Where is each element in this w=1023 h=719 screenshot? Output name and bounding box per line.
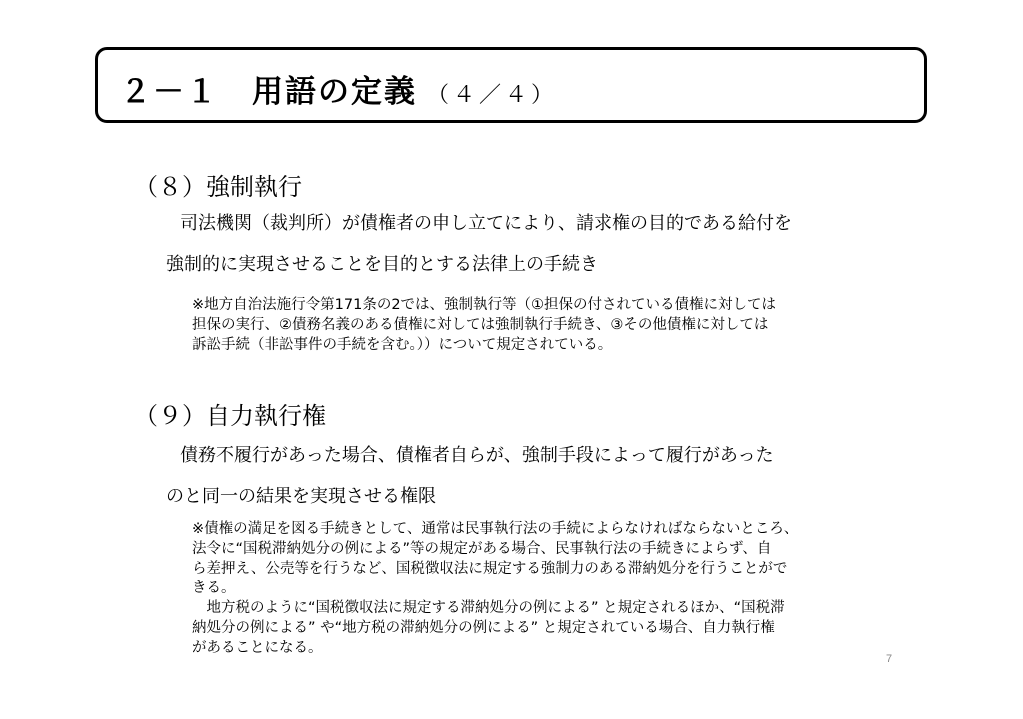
page-number: 7 bbox=[886, 653, 893, 665]
section-8-heading: （８）強制執行 bbox=[134, 173, 302, 201]
note-line: 地方税のように“国税徴収法に規定する滞納処分の例による” と規定されるほか、“国税滞 bbox=[192, 600, 785, 617]
note-line: 訴訟手続（非訟事件の手続を含む。））について規定されている。 bbox=[192, 336, 613, 353]
note-line: 法令に“国税滞納処分の例による”等の規定がある場合、民事執行法の手続きによらず、自 bbox=[192, 540, 772, 557]
note-line: ※債権の満足を図る手続きとして、通常は民事執行法の手続によらなければならないところ、 bbox=[192, 521, 799, 537]
note-line: 納処分の例による” や“地方税の滞納処分の例による” と規定されている場合、自力執行権 bbox=[192, 619, 775, 636]
section-9-heading: （９）自力執行権 bbox=[134, 402, 326, 430]
note-line: ら差押え、公売等を行うなど、国税徴収法に規定する強制力のある滞納処分を行うことがで bbox=[192, 560, 788, 577]
section-9-note bbox=[192, 520, 798, 659]
title-main-text: ２－１ 用語の定義 bbox=[120, 74, 417, 110]
section-9-body-line-1: 債務不履行があった場合、債権者自らが、強制手段によって履行があった bbox=[180, 445, 774, 466]
section-8-body-line-2: 強制的に実現させることを目的とする法律上の手続き bbox=[166, 254, 598, 275]
note-line: 担保の実行、②債務名義のある債権に対しては強制執行手続き、③その他債権に対しては bbox=[192, 316, 769, 333]
note-line: ※地方自治法施行令第171条の2では、強制執行等（①担保の付されている債権に対しては bbox=[192, 297, 777, 313]
page-title bbox=[120, 66, 557, 111]
section-8-body-line-1: 司法機関（裁判所）が債権者の申し立てにより、請求権の目的である給付を bbox=[180, 213, 792, 234]
title-subtitle: （４／４） bbox=[427, 83, 558, 108]
note-line: があることになる。 bbox=[192, 639, 323, 656]
title-box bbox=[95, 47, 927, 123]
section-8-note bbox=[192, 296, 776, 355]
note-line: きる。 bbox=[192, 580, 236, 597]
section-9-body-line-2: のと同一の結果を実現させる権限 bbox=[166, 486, 436, 507]
